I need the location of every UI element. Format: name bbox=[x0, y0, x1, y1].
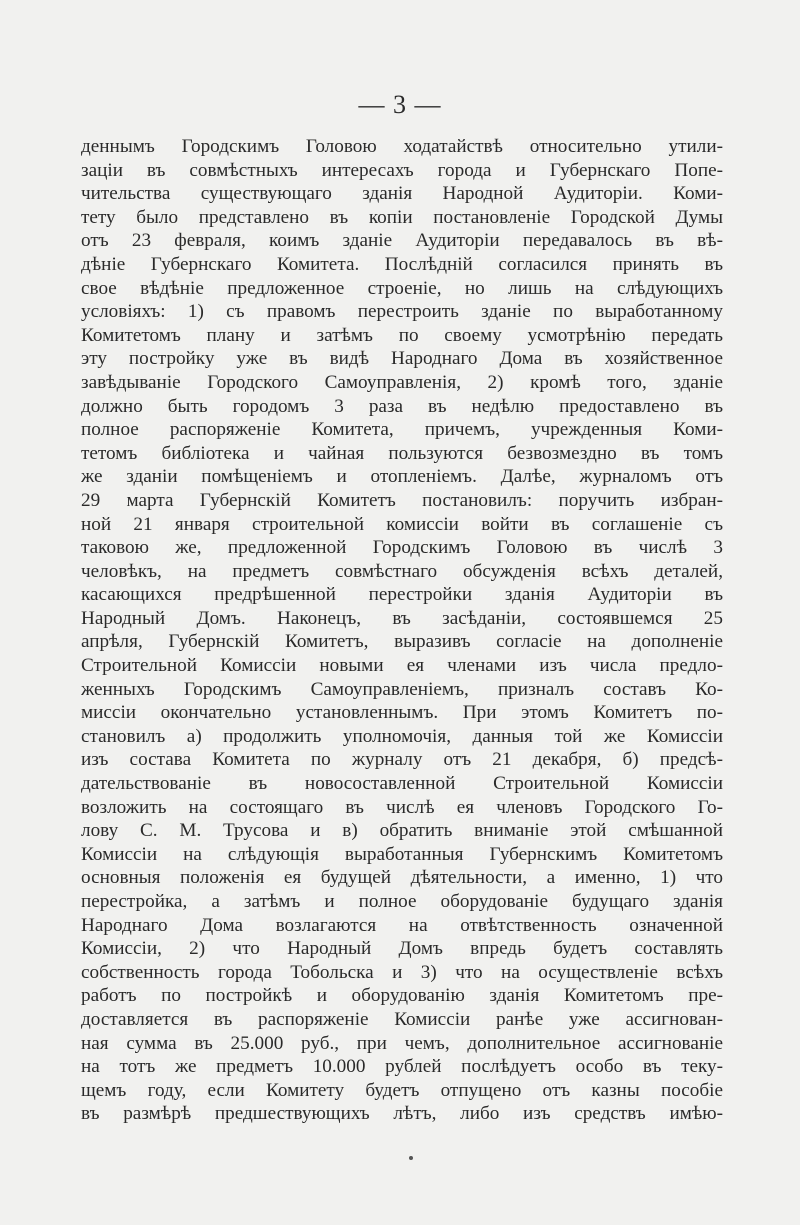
text-line: таковою же, предложенной Городскимъ Головою въ числѣ 3 bbox=[81, 537, 723, 559]
text-line: тетомъ библіотека и чайная пользуются безвозмездно въ томъ bbox=[81, 442, 723, 464]
text-line: основныя положенія ея будущей дѣятельности, а именно, 1) что bbox=[81, 867, 723, 889]
text-line: становилъ а) продолжить уполномочія, данныя той же Комиссіи bbox=[81, 725, 723, 747]
text-line: ной 21 января строительной комиссіи войти въ соглашеніе съ bbox=[81, 513, 723, 535]
text-line: щемъ году, если Комитету будетъ отпущено отъ казны пособіе bbox=[81, 1079, 723, 1101]
text-line: лову С. М. Трусова и в) обратить вниманіе этой смѣшанной bbox=[81, 820, 723, 842]
text-line: 29 марта Губернскій Комитетъ постановилъ: поручить избран- bbox=[81, 489, 723, 511]
text-line: завѣдываніе Городского Самоуправленія, 2) кромѣ того, зданіе bbox=[81, 371, 723, 393]
text-line: эту постройку уже въ видѣ Народнаго Дома въ хозяйственное bbox=[81, 348, 723, 370]
text-line: чительства существующаго зданія Народной Аудиторіи. Коми- bbox=[81, 183, 723, 205]
text-line: перестройка, а затѣмъ и полное оборудованіе будущаго зданія bbox=[81, 891, 723, 912]
text-line: ная сумма въ 25.000 руб., при чемъ, дополнительное ассигнованіе bbox=[81, 1032, 723, 1054]
text-line: собственность города Тобольска и 3) что на осуществленіе всѣхъ bbox=[81, 961, 723, 983]
text-line: Комиссіи, 2) что Народный Домъ впредь будетъ составлять bbox=[81, 938, 723, 960]
text-line: человѣкъ, на предметъ совмѣстнаго обсужденія всѣхъ деталей, bbox=[81, 560, 723, 582]
text-line: условіяхъ: 1) съ правомъ перестроить зданіе по выработанному bbox=[81, 301, 723, 323]
text-line: Народный Домъ. Наконецъ, въ засѣданіи, состоявшемся 25 bbox=[81, 607, 723, 629]
text-line: апрѣля, Губернскій Комитетъ, выразивъ согласіе на дополненіе bbox=[81, 631, 723, 653]
text-line: работъ по постройкѣ и оборудованію зданія Комитетомъ пре- bbox=[81, 985, 723, 1007]
body-text bbox=[81, 135, 723, 1126]
text-line: Комиссіи на слѣдующія выработанныя Губернскимъ Комитетомъ bbox=[81, 843, 723, 865]
text-line: Комитетомъ плану и затѣмъ по своему усмотрѣнію передать bbox=[81, 324, 723, 346]
text-line: тету было представлено въ копіи постановленіе Городской Думы bbox=[81, 206, 723, 228]
text-line: отъ 23 февраля, коимъ зданіе Аудиторіи передавалось въ вѣ- bbox=[81, 230, 723, 252]
text-line: должно быть городомъ 3 раза въ недѣлю предоставлено въ bbox=[81, 395, 723, 417]
text-line: дательствованіе въ новосоставленной Строительной Комиссіи bbox=[81, 773, 723, 795]
text-line: касающихся предрѣшенной перестройки зданія Аудиторіи въ bbox=[81, 584, 723, 606]
text-line: Строительной Комиссіи новыми ея членами изъ числа предло- bbox=[81, 655, 723, 677]
text-line: Народнаго Дома возлагаются на отвѣтственность означенной bbox=[81, 914, 723, 936]
text-line: въ размѣрѣ предшествующихъ лѣтъ, либо изъ средствъ имѣю- bbox=[81, 1103, 723, 1125]
ink-speck bbox=[409, 1156, 413, 1160]
text-line: полное распоряженіе Комитета, причемъ, учрежденныя Коми- bbox=[81, 419, 723, 441]
text-line: заціи въ совмѣстныхъ интересахъ города и Губернскаго Попе- bbox=[81, 159, 723, 181]
text-line: же зданіи помѣщеніемъ и отопленіемъ. Далѣе, журналомъ отъ bbox=[81, 466, 723, 488]
text-line: возложить на состоящаго въ числѣ ея членовъ Городского Го- bbox=[81, 796, 723, 818]
text-line: на тотъ же предметъ 10.000 рублей послѣдуетъ особо въ теку- bbox=[81, 1056, 723, 1078]
text-line: деннымъ Городскимъ Головою ходатайствѣ относительно утили- bbox=[81, 136, 723, 157]
text-line: женныхъ Городскимъ Самоуправленіемъ, призналъ составъ Ко- bbox=[81, 678, 723, 700]
text-line: изъ состава Комитета по журналу отъ 21 декабря, б) предсѣ- bbox=[81, 749, 723, 771]
text-line: доставляется въ распоряженіе Комиссіи ранѣе уже ассигнован- bbox=[81, 1008, 723, 1030]
page-number: — 3 — bbox=[358, 90, 442, 119]
text-line: миссіи окончательно установленнымъ. При этомъ Комитетъ по- bbox=[81, 702, 723, 724]
text-line: дѣніе Губернскаго Комитета. Послѣдній согласился принять въ bbox=[81, 253, 723, 275]
text-line: свое вѣдѣніе предложенное строеніе, но лишь на слѣдующихъ bbox=[81, 277, 723, 299]
